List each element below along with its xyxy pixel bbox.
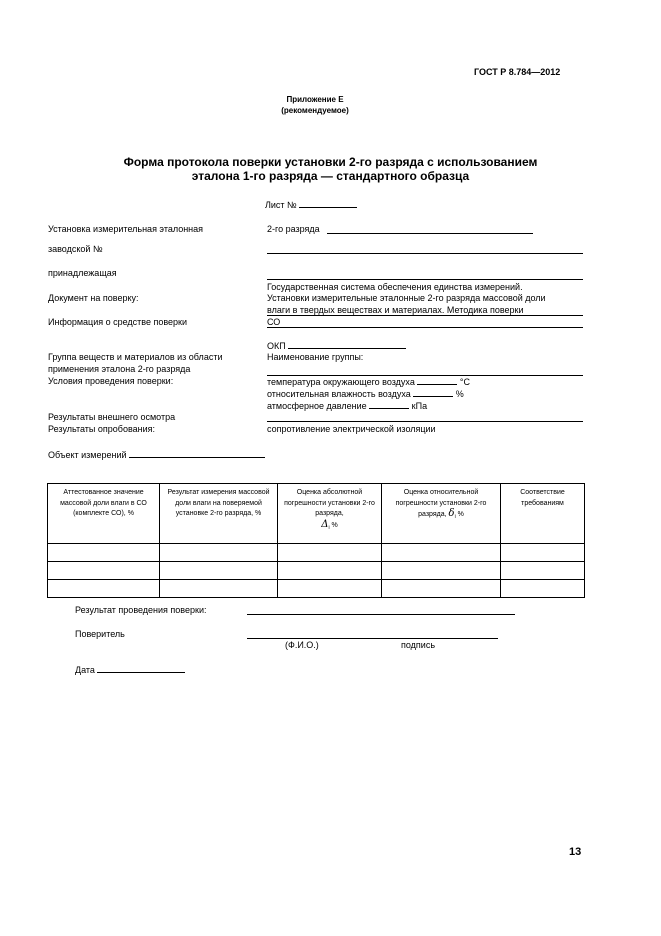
humidity-label: относительная влажность воздуха — [267, 389, 411, 399]
table-cell[interactable] — [382, 580, 501, 598]
verifier-label: Поверитель — [75, 629, 125, 639]
okp-field — [267, 340, 406, 352]
document-text-line2: Установки измерительные эталонные 2-го разряда массовой доли — [267, 293, 546, 303]
info-line[interactable] — [267, 327, 583, 328]
results-table — [47, 483, 585, 598]
table-header-row — [48, 484, 585, 544]
header-absolute-error: Оценка абсолютной погрешности установки 2-го разряда, $\Delta_i$ % — [278, 484, 382, 544]
table-cell[interactable] — [278, 580, 382, 598]
table-row — [48, 580, 585, 598]
object-label: Объект измерений — [48, 450, 127, 460]
installation-label: Установка измерительная эталонная — [48, 224, 204, 234]
group-label-line2: применения эталона 2-го разряда — [48, 364, 191, 374]
table-cell[interactable] — [278, 544, 382, 562]
pressure-field — [267, 400, 427, 412]
header-relative-error: Оценка относительной погрешности установки 2-го разряда, $\delta_i$ % — [382, 484, 501, 544]
installation-line[interactable] — [327, 233, 533, 234]
table-cell[interactable] — [382, 562, 501, 580]
humidity-field — [267, 388, 464, 400]
info-label: Информация о средстве поверки — [48, 317, 188, 327]
group-label-line1: Группа веществ и материалов из области — [48, 352, 223, 362]
delta-symbol: Δ — [321, 518, 329, 530]
humidity-unit: % — [455, 389, 464, 399]
temperature-label: температура окружающего воздуха — [267, 377, 415, 387]
date-field — [75, 664, 185, 676]
temperature-field — [267, 376, 470, 388]
owner-line[interactable] — [267, 279, 583, 280]
small-delta-unit: % — [457, 511, 464, 518]
header-certified-value: Аттестованное значение массовой доли влаги в СО (комплекте СО), % — [48, 484, 160, 544]
document-line — [267, 315, 583, 316]
inspection-line[interactable] — [267, 421, 583, 422]
table-cell[interactable] — [501, 580, 585, 598]
header-compliance: Соответствие требованиям — [501, 484, 585, 544]
delta-unit: % — [331, 521, 338, 529]
signature-label: подпись — [401, 640, 436, 650]
table-cell[interactable] — [48, 562, 160, 580]
sheet-label: Лист № — [265, 200, 297, 210]
result-line[interactable] — [247, 614, 515, 615]
table-row — [48, 562, 585, 580]
table-cell[interactable] — [160, 562, 278, 580]
small-delta-symbol: δ — [448, 508, 455, 519]
form-title-line1: Форма протокола поверки установки 2-го разряда с использованием — [123, 155, 538, 169]
result-label: Результат проведения поверки: — [75, 605, 207, 615]
temperature-line[interactable] — [417, 376, 457, 385]
form-title-line2: эталона 1-го разряда — стандартного образца — [191, 169, 470, 183]
table-cell[interactable] — [501, 562, 585, 580]
okp-line[interactable] — [288, 340, 406, 349]
table-cell[interactable] — [160, 544, 278, 562]
table-cell[interactable] — [501, 544, 585, 562]
fio-label: (Ф.И.О.) — [285, 640, 319, 650]
object-field — [48, 449, 265, 461]
document-label: Документ на поверку: — [48, 293, 139, 303]
humidity-line[interactable] — [413, 388, 453, 397]
temperature-unit: °С — [459, 377, 470, 387]
small-delta-subscript: i — [454, 514, 456, 520]
testing-value: сопротивление электрической изоляции — [267, 424, 436, 434]
conditions-label: Условия проведения поверки: — [48, 376, 174, 386]
standard-code: ГОСТ Р 8.784—2012 — [474, 67, 561, 77]
installation-value: 2-го разряда — [267, 224, 320, 234]
table-cell[interactable] — [278, 562, 382, 580]
owner-label: принадлежащая — [48, 268, 117, 278]
table-cell[interactable] — [48, 544, 160, 562]
sheet-number-field — [265, 199, 357, 211]
object-line[interactable] — [129, 449, 265, 458]
document-text-line1: Государственная система обеспечения единства измерений. — [267, 282, 523, 292]
header-measurement-result: Результат измерения массовой доли влаги на поверяемой установке 2-го разряда, % — [160, 484, 278, 544]
okp-label: ОКП — [267, 341, 286, 351]
verifier-line[interactable] — [247, 638, 498, 639]
pressure-line[interactable] — [369, 400, 409, 409]
table-cell[interactable] — [382, 544, 501, 562]
date-label: Дата — [75, 665, 95, 675]
pressure-unit: кПа — [411, 401, 428, 411]
pressure-label: атмосферное давление — [267, 401, 367, 411]
info-value: СО — [267, 317, 281, 327]
inspection-label: Результаты внешнего осмотра — [48, 412, 176, 422]
table-row — [48, 544, 585, 562]
date-line[interactable] — [97, 664, 185, 673]
appendix-note: (рекомендуемое) — [281, 106, 349, 115]
table-cell[interactable] — [160, 580, 278, 598]
table-cell[interactable] — [48, 580, 160, 598]
group-value: Наименование группы: — [267, 352, 364, 362]
appendix-title: Приложение Е — [286, 95, 344, 104]
testing-label: Результаты опробования: — [48, 424, 156, 434]
delta-subscript: i — [328, 524, 330, 531]
sheet-number-line[interactable] — [299, 199, 357, 208]
document-text-line3: влаги в твердых веществах и материалах. Методика поверки — [267, 305, 524, 315]
serial-label: заводской № — [48, 244, 103, 254]
serial-line[interactable] — [267, 253, 583, 254]
page-number: 13 — [569, 846, 582, 858]
